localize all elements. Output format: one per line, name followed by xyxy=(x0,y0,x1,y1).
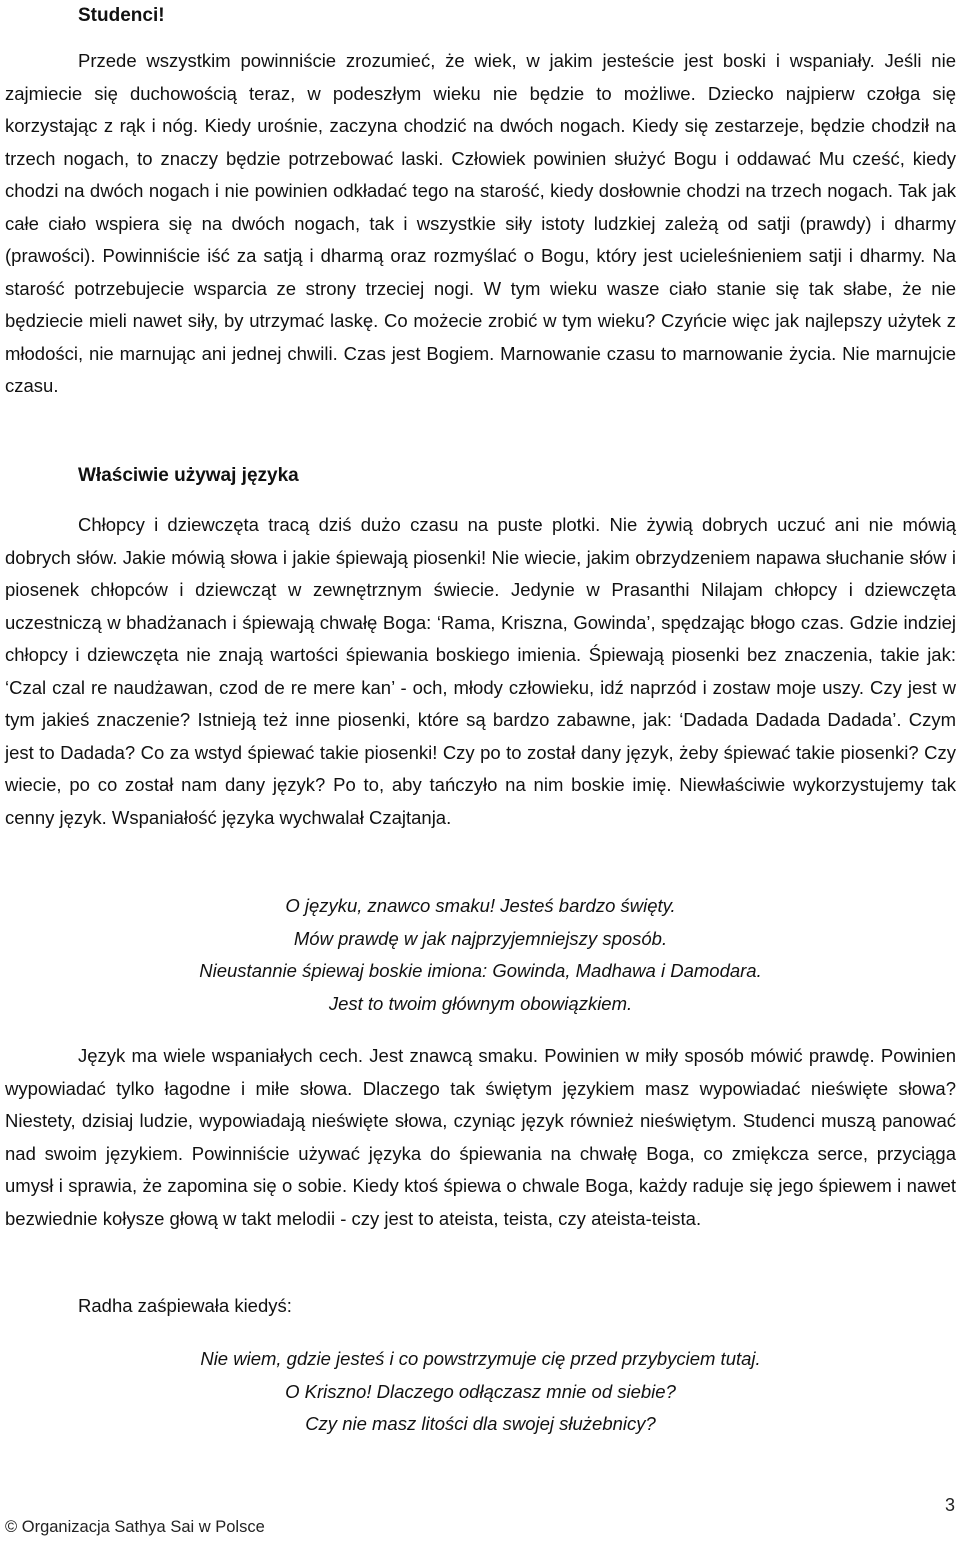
footer-copyright: © Organizacja Sathya Sai w Polsce xyxy=(5,1518,265,1536)
paragraph-intro: Przede wszystkim powinniście zrozumieć, że wiek, w jakim jesteście jest boski i wspaniały. Jeśli nie zajmiecie się duchowością teraz, w podeszłym wieku nie będzie to możliwe. Dziecko najpierw czołga się korzystając z rąk i nóg. Kiedy urośnie, zaczyna chodzić na dwóch nogach. Kiedy się zestarzeje, będzie chodził na trzech nogach, to znaczy będzie potrzebować laski. Człowiek powinien służyć Bogu i oddawać Mu cześć, kiedy chodzi na dwóch nogach i nie powinien odkładać tego na starość, kiedy dosłownie chodzi na trzech nogach. Tak jak całe ciało wspiera się na dwóch nogach, tak i wszystkie siły istoty ludzkiej zależą od satji (prawdy) i dharmy (prawości). Powinniście iść za satją i dharmą oraz rozmyślać o Bogu, który jest ucieleśnieniem satji i dharmy. Na starość potrzebujecie wsparcia ze strony trzeciej nogi. W tym wieku wasze ciało stanie się tak słabe, że nie będziecie mieli nawet siły, by utrzymać laskę. Co możecie zrobić w tym wieku? Czyńcie więc jak najlepszy użytek z młodości, nie marnując ani jednej chwili. Czas jest Bogiem. Marnowanie czasu to marnowanie życia. Nie marnujcie czasu. xyxy=(5,50,956,396)
poem-line: Czy nie masz litości dla swojej służebnicy? xyxy=(305,1413,656,1434)
poem-line: O Kriszno! Dlaczego odłączasz mnie od siebie? xyxy=(285,1380,676,1402)
poem-line: Jest to twoim głównym obowiązkiem. xyxy=(328,992,633,1014)
section-heading-studenci: Studenci! xyxy=(78,5,165,26)
poem-line: Mów prawdę w jak najprzyjemniejszy sposób. xyxy=(293,927,668,949)
poem-tongue xyxy=(5,890,956,1020)
paragraph-tongue-qualities: Język ma wiele wspaniałych cech. Jest znawcą smaku. Powinien w miły sposób mówić prawdę. Powinien wypowiadać tylko łagodne i miłe słowa. Dlaczego tak świętym językiem masz wypowiadać nieświęte słowa? Niestety, dzisiaj ludzie, wypowiadają nieświęte słowa, czyniąc język również nieświętym. Studenci muszą panować nad swoim językiem. Powinniście używać języka do śpiewania na chwałę Boga, co zmiękcza serce, przyciąga umysł i sprawia, że zapomina się o sobie. Kiedy ktoś śpiewa o chwale Boga, każdy raduje się jego śpiewem i nawet bezwiednie kołysze głową w takt melodii - czy jest to ateista, teista, czy ateista-teista. xyxy=(5,1045,956,1229)
paragraph-language: Chłopcy i dziewczęta tracą dziś dużo czasu na puste plotki. Nie żywią dobrych uczuć ani nie mówią dobrych słów. Jakie mówią słowa i jakie śpiewają piosenki! Nie wiecie, jakim obrzydzeniem napawa słuchanie słów i piosenek chłopców i dziewcząt w zewnętrznym świecie. Jedynie w Prasanthi Nilajam chłopcy i dziewczęta uczestniczą w bhadżanach i śpiewają chwałę Boga: ‘Rama, Kriszna, Gowinda’, spędzając błogo czas. Gdzie indziej chłopcy i dziewczęta nie znają wartości śpiewania boskiego imienia. Śpiewają piosenki bez znaczenia, takie jak: ‘Czal czal re naudżawan, czod de re mere kan’ - och, młody człowieku, idź naprzód i zostaw moje uszy. Czy jest w tym jakieś znaczenie? Istnieją też inne piosenki, które są bardzo zabawne, jak: ‘Dadada Dadada Dadada’. Czym jest to Dadada? Co za wstyd śpiewać takie piosenki! Czy po to został dany język, żeby śpiewać takie piosenki? Czy wiecie, po co został nam dany język? Po to, aby tańczyło na nim boskie imię. Niewłaściwie wykorzystujemy tak cenny język. Wspaniałość języka wychwalał Czajtanja. xyxy=(5,514,956,828)
poem-line: Nie wiem, gdzie jesteś i co powstrzymuje cię przed przybyciem tutaj. xyxy=(200,1348,761,1369)
poem-line: O języku, znawco smaku! Jesteś bardzo święty. xyxy=(285,895,676,916)
page-number: 3 xyxy=(944,1495,955,1515)
poem-line: Nieustannie śpiewaj boskie imiona: Gowinda, Madhawa i Damodara. xyxy=(199,960,762,981)
section-heading-language: Właściwie używaj języka xyxy=(78,465,299,486)
paragraph-radha: Radha zaśpiewała kiedyś: xyxy=(78,1295,292,1316)
poem-radha xyxy=(5,1343,956,1441)
